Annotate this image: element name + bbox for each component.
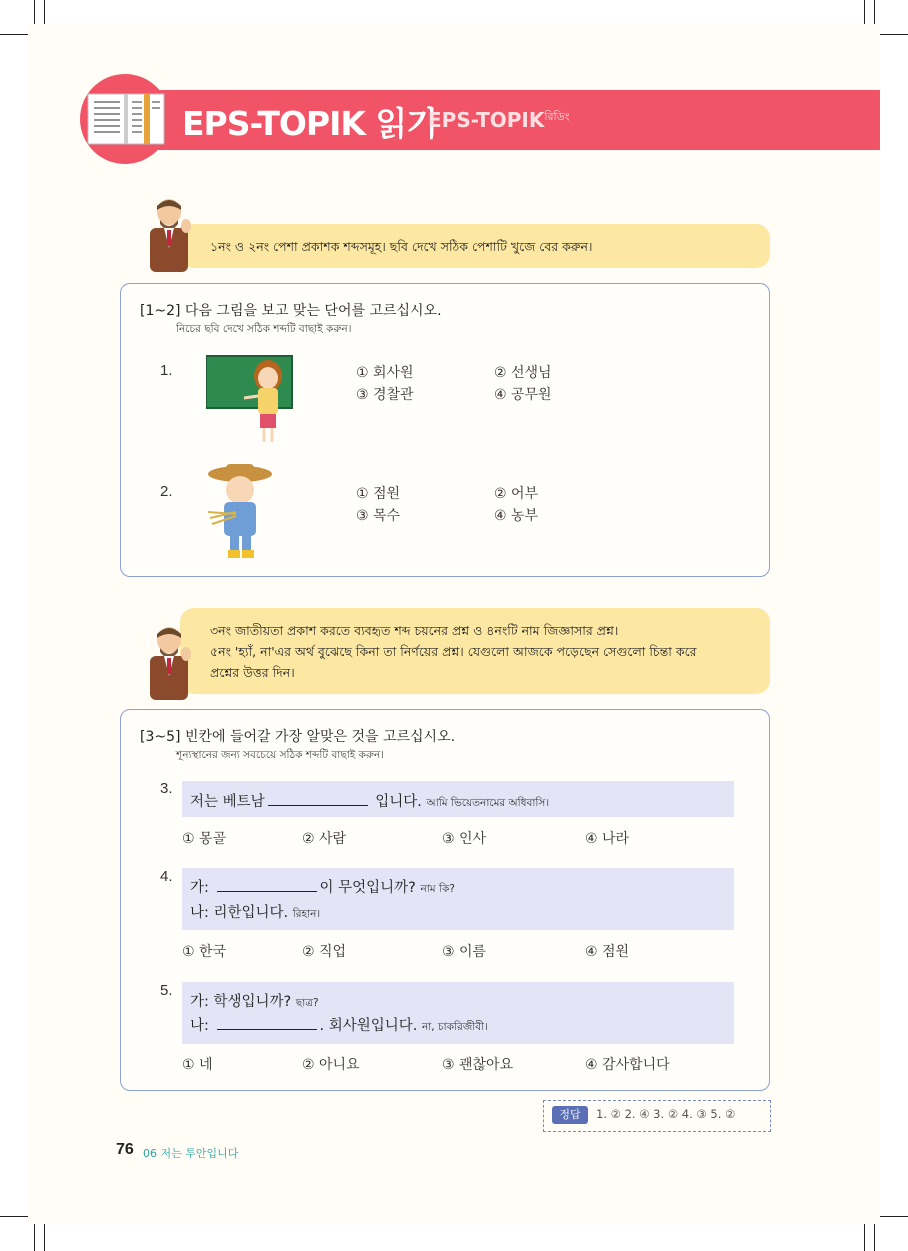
header-subtitle xyxy=(428,108,570,132)
dialogue-line2 xyxy=(190,1014,488,1037)
option[interactable]: ① 한국 xyxy=(182,944,227,960)
option[interactable]: ① 회사원 xyxy=(356,365,414,381)
section-subtitle: শূন্যস্থানের জন্য সবচেয়ে সঠিক শব্দটি বাছাই করুন। xyxy=(176,749,384,761)
sentence xyxy=(190,790,549,813)
chapter-title: 06 저는 투안입니다 xyxy=(143,1147,239,1160)
option[interactable]: ② 사람 xyxy=(302,831,347,847)
gloss: ছাত্র? xyxy=(295,997,319,1009)
instruction-text-line1: ৩নং জাতীয়তা প্রকাশ করতে ব্যবহৃত শব্দ চয়নের প্রশ্ন ও ৪নংটি নাম জিজ্ঞাসার প্রশ্ন। xyxy=(210,623,619,638)
header-subtitle-small: রিডিং xyxy=(544,110,570,123)
crop-mark xyxy=(880,34,908,35)
instruction-text-line2: ৫নং 'হ্যাঁ, না'এর অর্থ বুঝেছে কিনা তা নির্ণয়ের প্রশ্ন। যেগুলো আজকে পড়েছেন সেগুলো চিন্তা করে xyxy=(210,644,697,659)
question-number: 4. xyxy=(160,868,173,885)
option[interactable]: ① 네 xyxy=(182,1057,213,1073)
option[interactable]: ② 아니요 xyxy=(302,1057,360,1073)
option[interactable]: ② 선생님 xyxy=(494,365,552,381)
gloss: নাম কি? xyxy=(420,883,455,895)
sentence-after: . 회사원입니다. xyxy=(319,1018,418,1034)
option[interactable]: ④ 나라 xyxy=(585,831,630,847)
answer-text: 1. ② 2. ④ 3. ② 4. ③ 5. ② xyxy=(596,1107,736,1121)
header-subtitle-text: EPS-TOPIK xyxy=(428,108,545,132)
option[interactable]: ④ 감사합니다 xyxy=(585,1057,670,1073)
farmer-illustration xyxy=(206,462,276,562)
question-number: 5. xyxy=(160,982,173,999)
dialogue-line2 xyxy=(190,901,320,924)
crop-mark xyxy=(0,1216,28,1217)
option[interactable]: ④ 농부 xyxy=(494,508,539,524)
section-subtitle: নিচের ছবি দেখে সঠিক শব্দটি বাছাই করুন। xyxy=(176,323,352,335)
crop-mark xyxy=(0,34,28,35)
sentence-after: 입니다. xyxy=(375,794,422,810)
instruction-text: ১নং ও ২নং পেশা প্রকাশক শব্দসমূহ। ছবি দেখে সঠিক পেশাটি খুজে বের করুন। xyxy=(210,239,593,254)
sentence-after: 이 무엇입니까? xyxy=(319,880,416,896)
option[interactable]: ② 직업 xyxy=(302,944,347,960)
option[interactable]: ④ 점원 xyxy=(585,944,630,960)
question-number: 3. xyxy=(160,780,173,797)
question-number: 1. xyxy=(160,362,173,379)
page-number: 76 xyxy=(116,1141,134,1158)
option[interactable]: ③ 괜찮아요 xyxy=(442,1057,514,1073)
gloss: না, চাকরিজীবী। xyxy=(422,1021,488,1033)
gloss: রিহান। xyxy=(292,908,321,920)
open-book-icon xyxy=(86,92,166,146)
answer-label: 정답 xyxy=(552,1106,588,1124)
dialogue-line1 xyxy=(190,876,455,899)
speaker-b: 나: xyxy=(190,1018,209,1034)
speaker-a: 가: xyxy=(190,880,209,896)
teacher-icon xyxy=(140,624,198,700)
crop-mark xyxy=(880,1216,908,1217)
option[interactable]: ③ 인사 xyxy=(442,831,487,847)
instruction-text-line3: প্রশ্নের উত্তর দিন। xyxy=(210,665,295,680)
option[interactable]: ③ 이름 xyxy=(442,944,487,960)
option[interactable]: ② 어부 xyxy=(494,486,539,502)
option[interactable]: ① 점원 xyxy=(356,486,401,502)
blank xyxy=(268,791,368,806)
section-title: [1~2] 다음 그림을 보고 맞는 단어를 고르십시오. xyxy=(140,303,442,319)
option[interactable]: ① 몽골 xyxy=(182,831,227,847)
option[interactable]: ③ 경찰관 xyxy=(356,387,414,403)
option[interactable]: ③ 목수 xyxy=(356,508,401,524)
option[interactable]: ④ 공무원 xyxy=(494,387,552,403)
gloss: আমি ভিয়েতনামের অধিবাসি। xyxy=(426,797,550,809)
answer-key xyxy=(543,1100,771,1132)
section-title: [3~5] 빈칸에 들어갈 가장 알맞은 것을 고르십시오. xyxy=(140,729,456,745)
header-title: EPS-TOPIK 읽기 xyxy=(182,104,438,143)
sentence-before: 저는 베트남 xyxy=(190,794,265,810)
question-line: 가: 학생입니까? xyxy=(190,994,292,1010)
answer-line: 나: 리한입니다. xyxy=(190,905,289,921)
blank xyxy=(217,877,317,892)
blank xyxy=(217,1015,317,1030)
teacher-illustration xyxy=(206,354,296,444)
teacher-icon xyxy=(140,196,198,272)
question-number: 2. xyxy=(160,483,173,500)
dialogue-line1 xyxy=(190,990,319,1013)
